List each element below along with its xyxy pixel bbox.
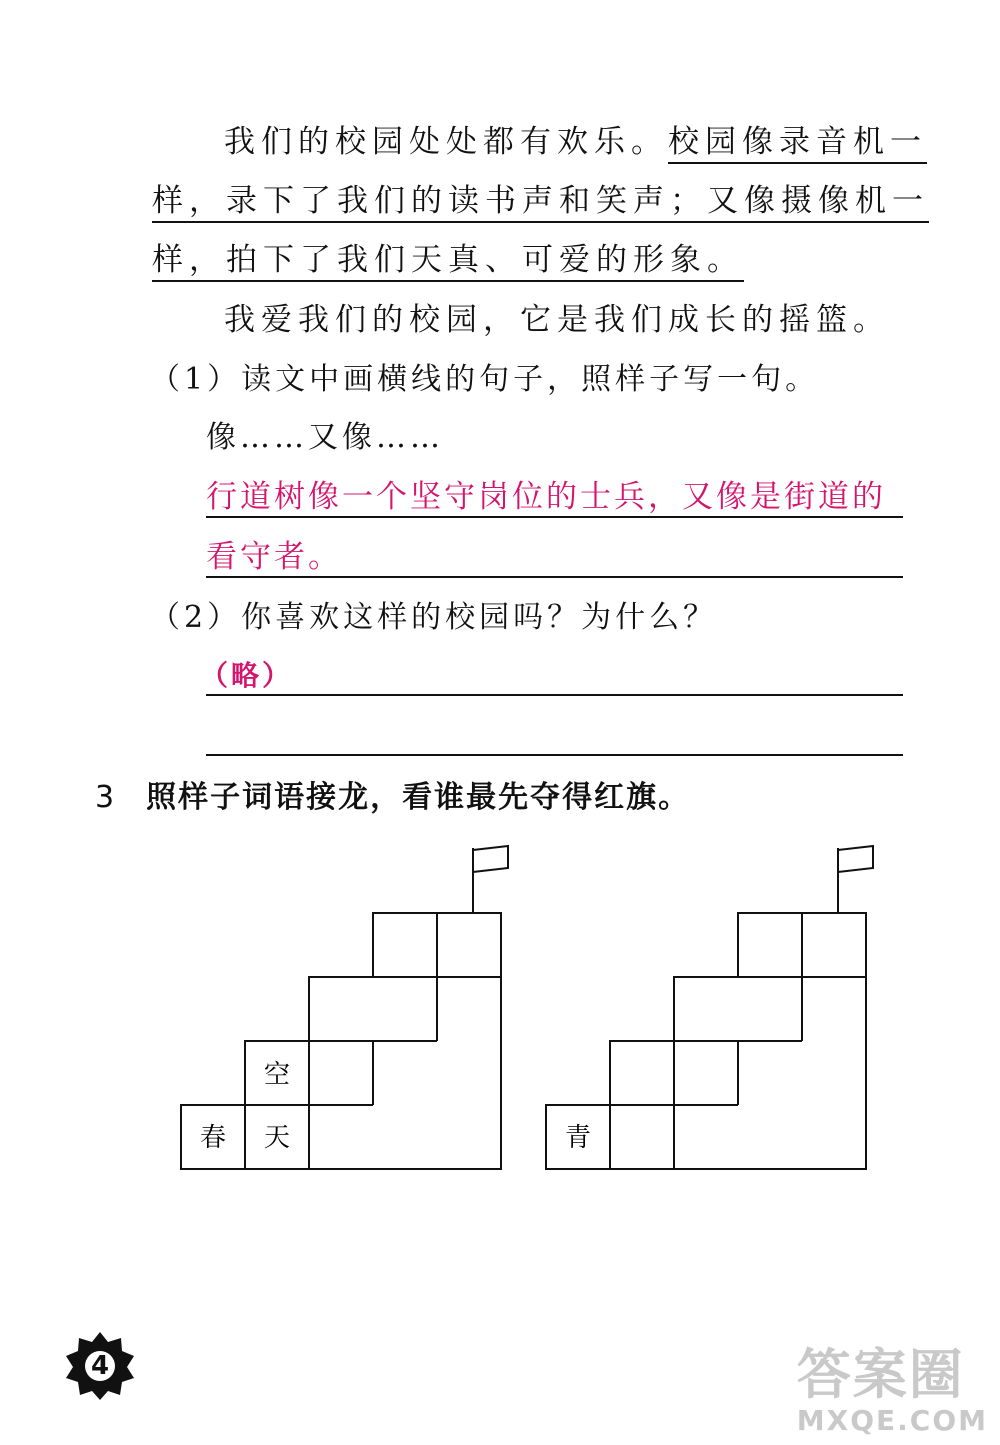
section-number: 3 [95, 780, 117, 815]
grid-cell-text: 青 [564, 1123, 592, 1153]
passage-line-1 [224, 122, 927, 162]
question-2-answer: （略） [200, 659, 294, 692]
answer-line [206, 754, 903, 756]
underlined-sentence: 样，录下了我们的读书声和笑声；又像摄像机一 [152, 183, 929, 223]
grid-cell-text: 春 [199, 1123, 227, 1153]
staircase-right [535, 838, 880, 1178]
passage-line-2 [152, 181, 929, 221]
question-1-answer-line2: 看守者。 [206, 539, 342, 575]
passage-line-4: 我爱我们的校园，它是我们成长的摇篮。 [224, 302, 890, 338]
grid-cell-text: 天 [263, 1123, 291, 1153]
section-3-heading [95, 772, 690, 816]
staircase-left [170, 838, 515, 1178]
section-instruction: 照样子词语接龙，看谁最先夺得红旗。 [146, 780, 691, 815]
watermark-url: MXQE.COM [796, 1404, 988, 1437]
underlined-sentence: 样，拍下了我们天真、可爱的形象。 [152, 242, 744, 282]
page-number: 4 [90, 1351, 110, 1381]
grid-cell-text: 空 [263, 1060, 291, 1090]
passage-line-3 [152, 240, 744, 280]
flag-icon [473, 846, 508, 872]
watermark [796, 1343, 988, 1437]
passage-text: 我们的校园处处都有欢乐。 [224, 124, 668, 160]
underlined-sentence: 校园像录音机一 [668, 124, 927, 164]
flag-icon [838, 846, 873, 872]
answer-line [206, 576, 903, 578]
question-1-label: （1）读文中画横线的句子，照样子写一句。 [150, 362, 820, 397]
question-1-pattern: 像……又像…… [206, 420, 444, 455]
answer-line [206, 694, 903, 696]
answer-line [206, 516, 903, 518]
watermark-logo: 答案圈 [796, 1343, 965, 1406]
question-1-answer-line1: 行道树像一个坚守岗位的士兵，又像是街道的 [206, 479, 886, 515]
question-2-label: （2）你喜欢这样的校园吗？为什么？ [150, 600, 718, 635]
page-number-badge [64, 1330, 136, 1402]
